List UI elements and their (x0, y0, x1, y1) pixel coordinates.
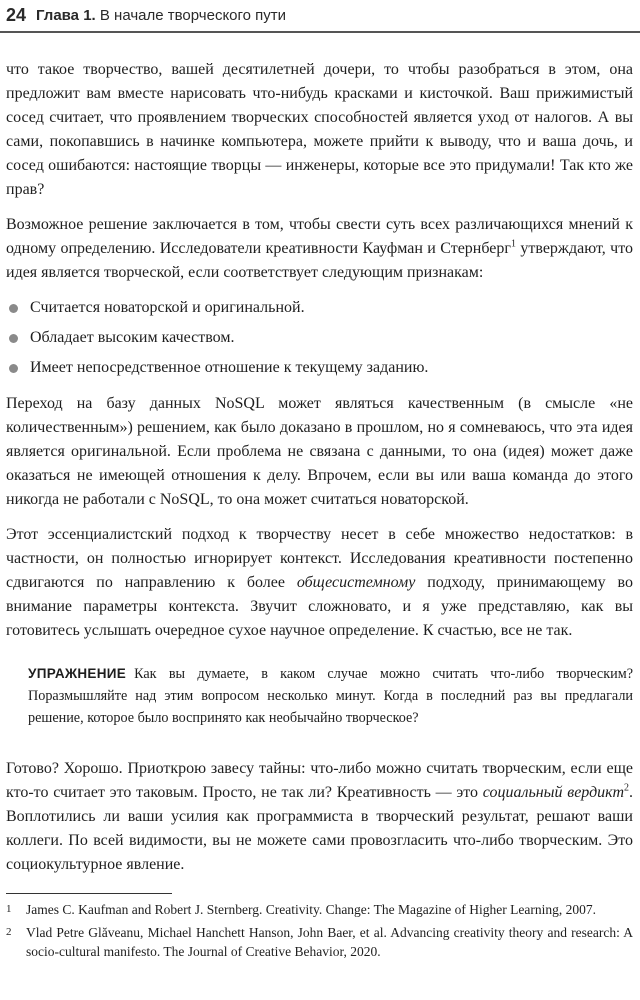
footnote-1 (6, 900, 633, 919)
paragraph-5-emphasis: социальный вердикт (482, 784, 625, 801)
footnote-mark: 1 (6, 903, 12, 915)
paragraph-2-part-b: утверждают, что идея является творческой, если соответствует следующим признакам: (6, 240, 633, 281)
paragraph-4-part-a: Этот эссенциалистский подход к творчеству несет в себе множество недостатков: в частности, он полностью игнорирует контекст. Исследования креативности постепенно сдвигаются по направлению к более (6, 526, 633, 591)
paragraph-4-emphasis: общесистемному (296, 574, 416, 591)
list-item-text: Имеет непосредственное отношение к текущему заданию. (30, 359, 429, 376)
paragraph-5-part-a: Готово? Хорошо. Приоткрою завесу тайны: что-либо можно считать творческим, если еще кто-то считает это таковым. Просто, не так ли? Креативность — это (6, 760, 633, 801)
chapter-title: В начале творческого пути (99, 6, 287, 24)
footnote-ref-1: 1 (510, 238, 516, 250)
chapter-heading (36, 7, 286, 24)
paragraph-2-part-a: Возможное решение заключается в том, чтобы свести суть всех различающихся мнений к одному определению. Исследователи креативности Кауфман и Стернберг (6, 216, 633, 257)
list-item-text: Считается новаторской и оригинальной. (30, 299, 305, 316)
paragraph-2 (6, 213, 633, 285)
header-rule (0, 31, 640, 33)
paragraph-5-part-b: . Воплотились ли ваши усилия как программиста в творческий результат, решают ваши коллеги. По всей видимости, вы не можете сами провозгласить что-либо творческим. Это социокультурное явление. (6, 784, 634, 873)
list-item-text: Обладает высоким качеством. (30, 329, 235, 346)
paragraph-3: Переход на базу данных NoSQL может являться качественным (в смысле «не количественным») решением, как было доказано в прошлом, но я сомневаюсь, что эта идея является оригинальной. Если проблема не связана с данными, то она (идея) может даже оказаться не имеющей отношения к делу. Впрочем, если вы или ваша команда до этого никогда не работали с NoSQL, то она может считаться новаторской. (6, 395, 633, 508)
bullet-icon (9, 334, 18, 343)
footnote-text: James C. Kaufman and Robert J. Sternberg. Creativity. Change: The Magazine of Higher Learning, 2007. (26, 902, 596, 917)
footnote-rule (6, 893, 172, 894)
paragraph-4 (6, 523, 633, 643)
running-header (6, 2, 634, 28)
footnotes (6, 900, 633, 965)
exercise-label: УПРАЖНЕНИЕ (28, 666, 127, 681)
list-item (6, 296, 633, 320)
list-item (6, 326, 633, 350)
paragraph-1: что такое творчество, вашей десятилетней дочери, то чтобы разобраться в этом, она предложит вам вместе нарисовать что-нибудь красками и кисточкой. Ваш прижимистый сосед считает, что проявлением творческих способностей является уход от налогов. А вы сами, покопавшись в начинке компьютера, можете прийти к выводу, что и ваша дочь, и сосед ошибаются: настоящие творцы — инженеры, которые все это придумали! Так кто же прав? (6, 61, 633, 198)
footnote-mark: 2 (6, 926, 12, 938)
page-number: 24 (6, 4, 27, 25)
list-item (6, 356, 633, 380)
paragraph-4-part-b: подходу, принимающему во внимание параметры контекста. Звучит сложновато, и я уже представляю, как вы готовитесь услышать очередное сухое научное определение. К счастью, все не так. (6, 574, 633, 639)
paragraph-5 (6, 757, 633, 877)
exercise-box (28, 663, 633, 729)
footnote-text: Vlad Petre Glăveanu, Michael Hanchett Hanson, John Baer, et al. Advancing creativity theory and research: A socio-cultural manifesto. The Journal of Creative Behavior, 2020. (26, 925, 633, 959)
bullet-icon (9, 364, 18, 373)
main-text (6, 58, 633, 888)
footnote-2 (6, 923, 633, 961)
bullet-icon (9, 304, 18, 313)
criteria-list (6, 296, 633, 380)
exercise-text: Как вы думаете, в каком случае можно считать что-либо творческим? Поразмышляйте над этим вопросом несколько минут. Когда в последний раз вы предлагали решение, которое было воспринято как необычайно творческое? (28, 666, 633, 726)
chapter-label: Глава 1. (36, 6, 96, 24)
footnote-ref-2: 2 (624, 782, 630, 794)
